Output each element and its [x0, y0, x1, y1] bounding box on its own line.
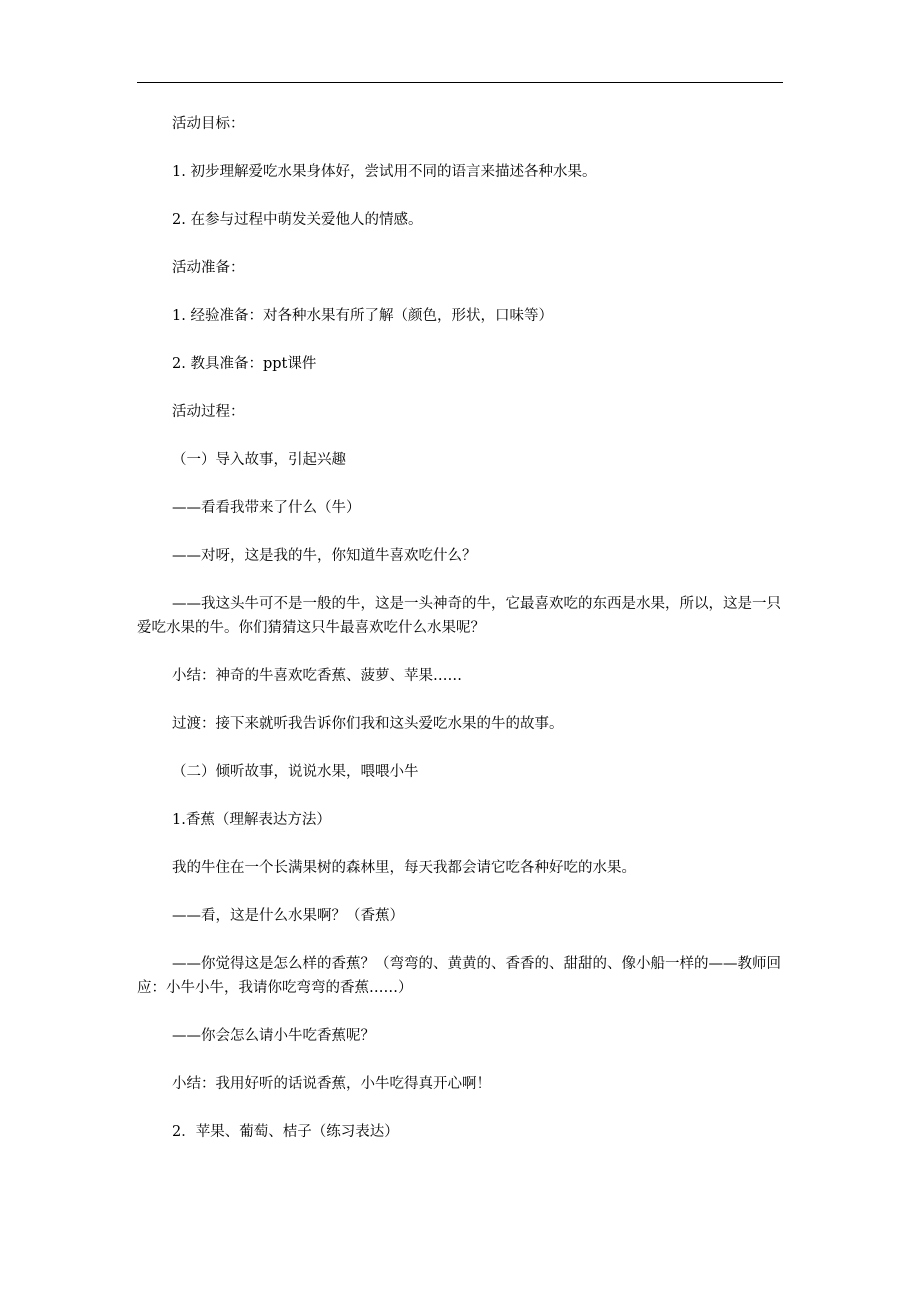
heading-activity-preparation: 活动准备： [172, 260, 245, 276]
summary-line: 小结：神奇的牛喜欢吃香蕉、菠萝、苹果…… [172, 668, 462, 684]
dialogue-line: ——看看我带来了什么（牛） [172, 500, 361, 516]
section-2-title: （二）倾听故事，说说水果，喂喂小牛 [172, 764, 419, 780]
dialogue-line: ——你觉得这是怎么样的香蕉？（弯弯的、黄黄的、香香的、甜甜的、像小船一样的——教师回应：小牛小牛，我请你吃弯弯的香蕉……） [137, 956, 781, 996]
dialogue-line: ——你会怎么请小牛吃香蕉呢？ [172, 1028, 375, 1044]
heading-activity-goals: 活动目标： [172, 116, 245, 132]
story-line: 我的牛住在一个长满果树的森林里，每天我都会请它吃各种好吃的水果。 [172, 860, 636, 876]
goal-item-1: 1. 初步理解爱吃水果身体好，尝试用不同的语言来描述各种水果。 [172, 164, 597, 180]
summary-line: 小结：我用好听的话说香蕉，小牛吃得真开心啊！ [172, 1076, 491, 1092]
preparation-item-2: 2. 教具准备：ppt课件 [172, 356, 317, 372]
document-body [137, 112, 783, 1168]
header-rule [137, 82, 783, 83]
heading-activity-process: 活动过程： [172, 404, 245, 420]
dialogue-line: ——看，这是什么水果啊？（香蕉） [172, 908, 404, 924]
subsection-banana: 1.香蕉（理解表达方法） [172, 812, 331, 828]
preparation-item-1: 1. 经验准备：对各种水果有所了解（颜色，形状，口味等） [172, 308, 553, 324]
dialogue-line: ——我这头牛可不是一般的牛，这是一头神奇的牛，它最喜欢吃的东西是水果，所以，这是一只爱吃水果的牛。你们猜猜这只牛最喜欢吃什么水果呢？ [137, 596, 781, 636]
dialogue-line: ——对呀，这是我的牛，你知道牛喜欢吃什么？ [172, 548, 477, 564]
subsection-fruits: 2．苹果、葡萄、桔子（练习表达） [172, 1124, 399, 1140]
goal-item-2: 2. 在参与过程中萌发关爱他人的情感。 [172, 212, 423, 228]
transition-line: 过渡：接下来就听我告诉你们我和这头爱吃水果的牛的故事。 [172, 716, 564, 732]
section-1-title: （一）导入故事，引起兴趣 [172, 452, 346, 468]
